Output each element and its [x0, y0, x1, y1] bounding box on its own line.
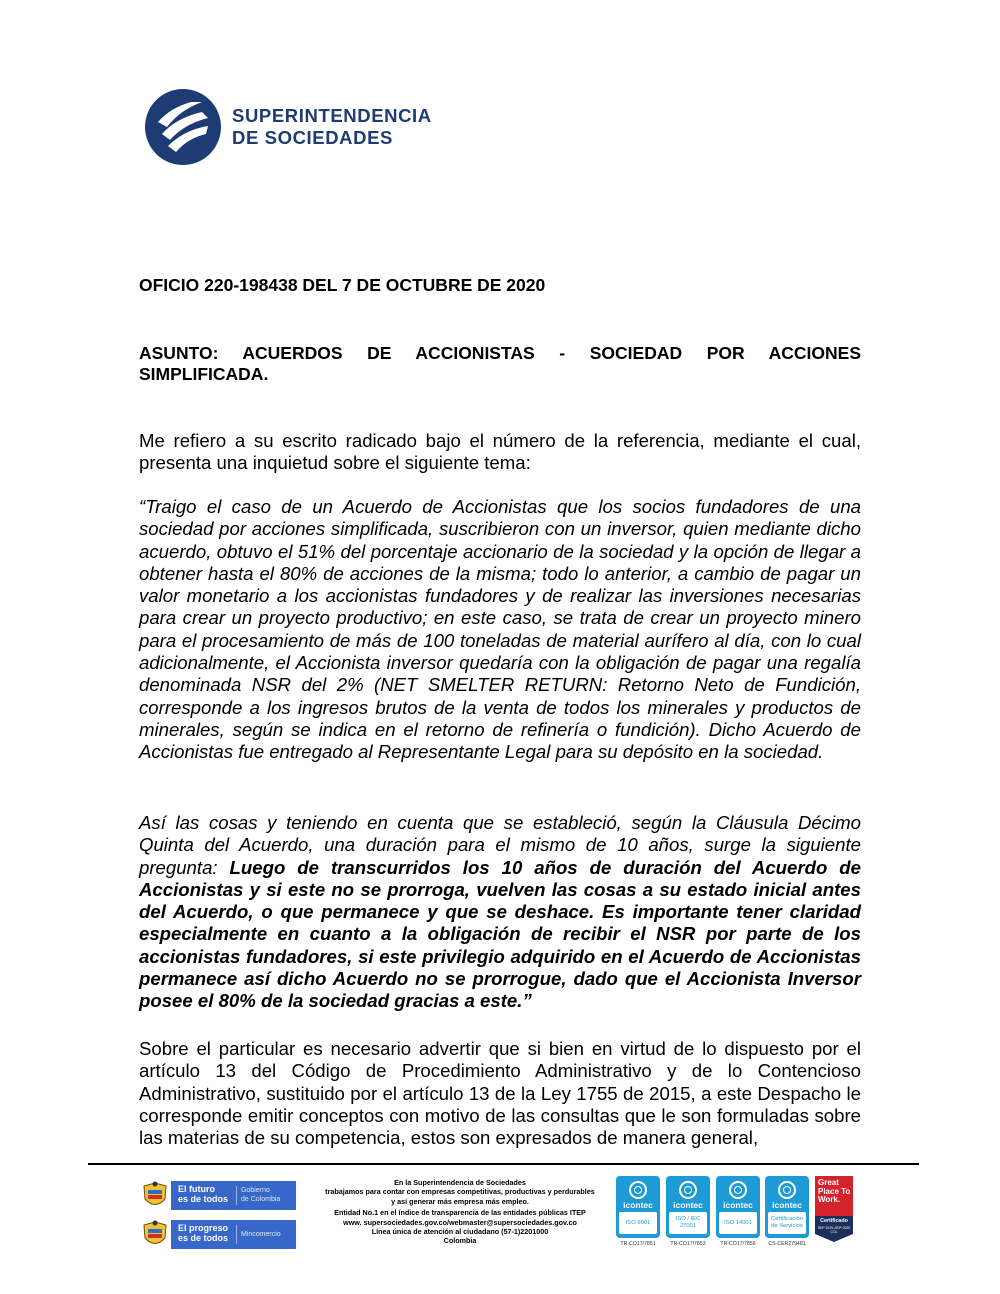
great-place-to-work-badge [815, 1176, 853, 1242]
icontec-cert-badge [716, 1176, 760, 1247]
gov-band-separator [236, 1186, 237, 1205]
footer-line: Entidad No.1 en el índice de transparencia de las entidades públicas ITEP [334, 1208, 586, 1218]
icontec-cert-badge [616, 1176, 660, 1247]
gptw-title: Great Place To Work. [818, 1178, 851, 1205]
icontec-icon [629, 1181, 647, 1199]
footer-line: Línea única de atención al ciudadano (57-1)2201000 [371, 1227, 549, 1237]
footer-line: Colombia [443, 1236, 477, 1246]
cert-standard: ISO / IEC 27001 [669, 1212, 707, 1234]
footer-line: www. supersociedades.gov.co/webmaster@supersociedades.gov.co [343, 1217, 577, 1227]
mincomercio-logo [140, 1219, 296, 1250]
gptw-period: SEP 2019–SEP 2020 COL [817, 1226, 851, 1234]
footer-line: trabajamos para contar con empresas competitivas, productivas y perdurables [325, 1187, 595, 1197]
cert-brand: icontec [673, 1200, 703, 1210]
gov-entity-2: Mincomercio [241, 1231, 281, 1238]
cert-code: TR-CO17/7851 [620, 1241, 656, 1247]
question-bold: Luego de transcurridos los 10 años de duración del Acuerdo de Accionistas y si este no se prorroga, vuelven las cosas a su estado inicial antes del Acuerdo, o que permanece y que se deshace. Es importante tener claridad especialmente en cuanto a la obligación de recibir el NSR por parte de los accionistas fundadores, si este privilegio adquirido en el Acuerdo de Accionistas permanece así dicho Acuerdo no se prorrogue, dado que el Accionista Inversor posee el 80% de la sociedad gracias a este.” [139, 856, 861, 1012]
cert-code: TR-CO17/7853 [670, 1241, 706, 1247]
question-intro: Así las cosas y teniendo en cuenta que se estableció, según la Cláusula Décimo Quinta del Acuerdo, una duración para el mismo de 10 años, surge la siguiente pregunta: [139, 812, 861, 878]
gov-slogan-2: El progreso es de todos [178, 1223, 229, 1243]
gov-entity-1: Gobierno de Colombia [241, 1187, 281, 1203]
subject-line-2: SIMPLIFICADA. [139, 364, 269, 384]
cert-code: CS-CER279481 [768, 1241, 806, 1247]
coat-of-arms-icon [140, 1180, 170, 1211]
cert-standard: Certificación de Servicios [768, 1212, 806, 1234]
gobierno-colombia-logo [140, 1180, 296, 1211]
cert-brand: icontec [772, 1200, 802, 1210]
cert-brand: icontec [723, 1200, 753, 1210]
gov-band-1 [171, 1181, 296, 1210]
icontec-icon [679, 1181, 697, 1199]
gov-band-2 [171, 1220, 296, 1249]
cert-brand: icontec [623, 1200, 653, 1210]
coat-of-arms-icon [140, 1219, 170, 1250]
icontec-cert-badge [765, 1176, 809, 1247]
quoted-paragraph: “Traigo el caso de un Acuerdo de Accionistas que los socios fundadores de una sociedad por acciones simplificada, suscribieron con un inversor, quien mediante dicho acuerdo, obtuvo el 51% del porcentaje accionario de la sociedad y la opción de llegar a obtener hasta el 80% de acciones de la misma; todo lo anterior, a cambio de pagar un valor monetario a los accionistas fundadores y de realizar las inversiones necesarias para crear un proyecto productivo; en este caso, se trata de crear un proyecto minero para el procesamiento de más de 100 toneladas de material aurífero al día, con lo cual adicionalmente, el Accionista inversor quedaría con la obligación de pagar una regalía denominada NSR del 2% (NET SMELTER RETURN: Retorno Neto de Fundición, corresponde a los ingresos brutos de la venta de todos los minerales y productos de minerales, según se indica en el retorno de refinería o fundición). Dicho Acuerdo de Accionistas fue entregado al Representante Legal para su depósito en la sociedad. [139, 496, 861, 763]
superintendencia-emblem-icon [144, 88, 222, 166]
icontec-cert-badge [666, 1176, 710, 1247]
logo-line-1: SUPERINTENDENCIA [232, 105, 432, 126]
question-paragraph [139, 812, 861, 1013]
footer-line: En la Superintendencia de Sociedades [394, 1178, 526, 1187]
cert-code: TR-CO17/7856 [720, 1241, 756, 1247]
gov-band-separator [236, 1225, 237, 1244]
icontec-icon [778, 1181, 796, 1199]
logo-line-2: DE SOCIEDADES [232, 127, 393, 148]
footer-divider [88, 1163, 919, 1165]
gptw-label: Certificado [820, 1218, 848, 1224]
icontec-icon [729, 1181, 747, 1199]
footer-contact-text [310, 1178, 610, 1246]
superintendencia-logo [144, 88, 484, 168]
logo-wordmark [232, 105, 432, 149]
intro-paragraph: Me refiero a su escrito radicado bajo el número de la referencia, mediante el cual, presenta una inquietud sobre el siguiente tema: [139, 430, 861, 474]
footer-line: y así generar más empresa más empleo. [391, 1196, 529, 1206]
gov-slogan-1: El futuro es de todos [178, 1184, 229, 1204]
cert-standard: ISO 14001 [719, 1212, 757, 1234]
cert-standard: ISO 9001 [619, 1212, 657, 1234]
document-subject [139, 343, 861, 385]
response-paragraph: Sobre el particular es necesario advertir que si bien en virtud de lo dispuesto por el artículo 13 del Código de Procedimiento Administrativo y de lo Contencioso Administrativo, sustituido por el artículo 13 de la Ley 1755 de 2015, a este Despacho le corresponde emitir conceptos con motivo de las consultas que le son formuladas sobre las materias de su competencia, estos son expresados de manera general, [139, 1038, 861, 1149]
subject-line-1: ASUNTO: ACUERDOS DE ACCIONISTAS - SOCIEDAD POR ACCIONES [139, 343, 861, 363]
document-title: OFICIO 220-198438 DEL 7 DE OCTUBRE DE 2020 [139, 275, 546, 295]
